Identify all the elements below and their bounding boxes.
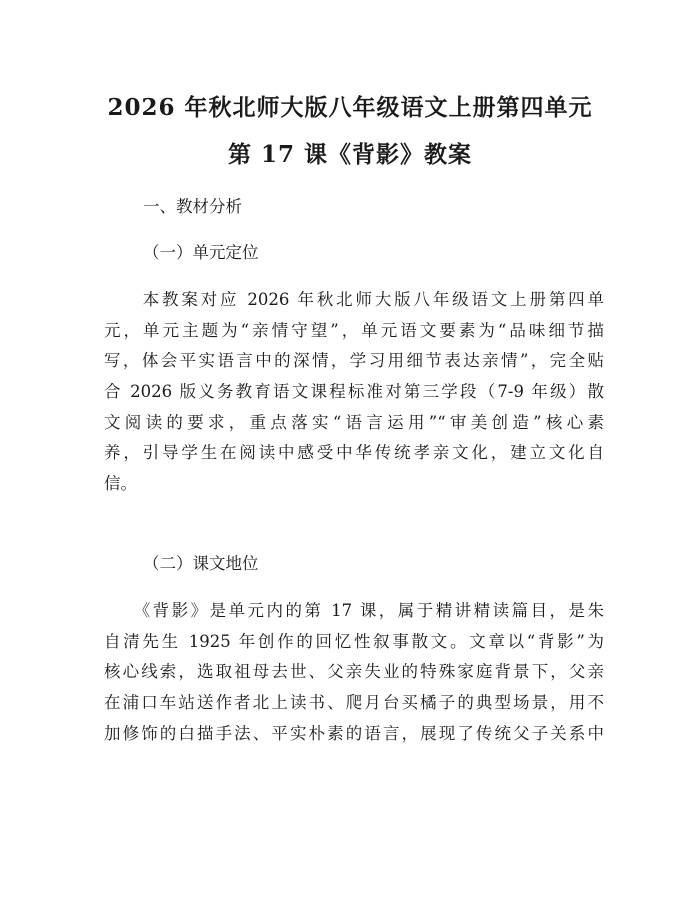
subsection-heading-unit-positioning: （一）单元定位 <box>143 243 259 262</box>
paragraph-line: 加修饰的白描手法、平实朴素的语言，展现了传统父子关系中 <box>104 723 604 743</box>
paragraph-unit-positioning <box>104 285 604 500</box>
section-heading-textbook-analysis: 一、教材分析 <box>143 197 242 216</box>
paragraph-line: 本教案对应 2026 年秋北师大版八年级语文上册第四单 <box>104 290 604 309</box>
paragraph-line: 元，单元主题为“亲情守望”，单元语文要素为“品味细节描 <box>104 320 604 340</box>
document-title-line-2: 第 17 课《背影》教案 <box>227 141 473 168</box>
paragraph-line: 写，体会平实语言中的深情，学习用细节表达亲情”，完全贴 <box>104 351 604 371</box>
paragraph-text-status <box>104 596 604 749</box>
paragraph-line: 核心线索，选取祖母去世、父亲失业的特殊家庭背景下，父亲 <box>104 662 604 682</box>
paragraph-line: 信。 <box>104 474 137 494</box>
document-title-line-1: 2026 年秋北师大版八年级语文上册第四单元 <box>107 94 593 121</box>
paragraph-line: 合 2026 版义务教育语文课程标准对第三学段（7-9 年级）散 <box>104 382 604 402</box>
paragraph-line: 文阅读的要求，重点落实“语言运用”“审美创造”核心素 <box>104 412 604 432</box>
paragraph-line: 自清先生 1925 年创作的回忆性叙事散文。文章以“背影”为 <box>104 631 604 651</box>
paragraph-line: 《背影》是单元内的第 17 课，属于精讲精读篇目，是朱 <box>104 601 604 620</box>
paragraph-line: 养，引导学生在阅读中感受中华传统孝亲文化，建立文化自 <box>104 443 604 463</box>
paragraph-line: 在浦口车站送作者北上读书、爬月台买橘子的典型场景，用不 <box>104 693 604 713</box>
subsection-heading-text-status: （二）课文地位 <box>143 554 259 573</box>
